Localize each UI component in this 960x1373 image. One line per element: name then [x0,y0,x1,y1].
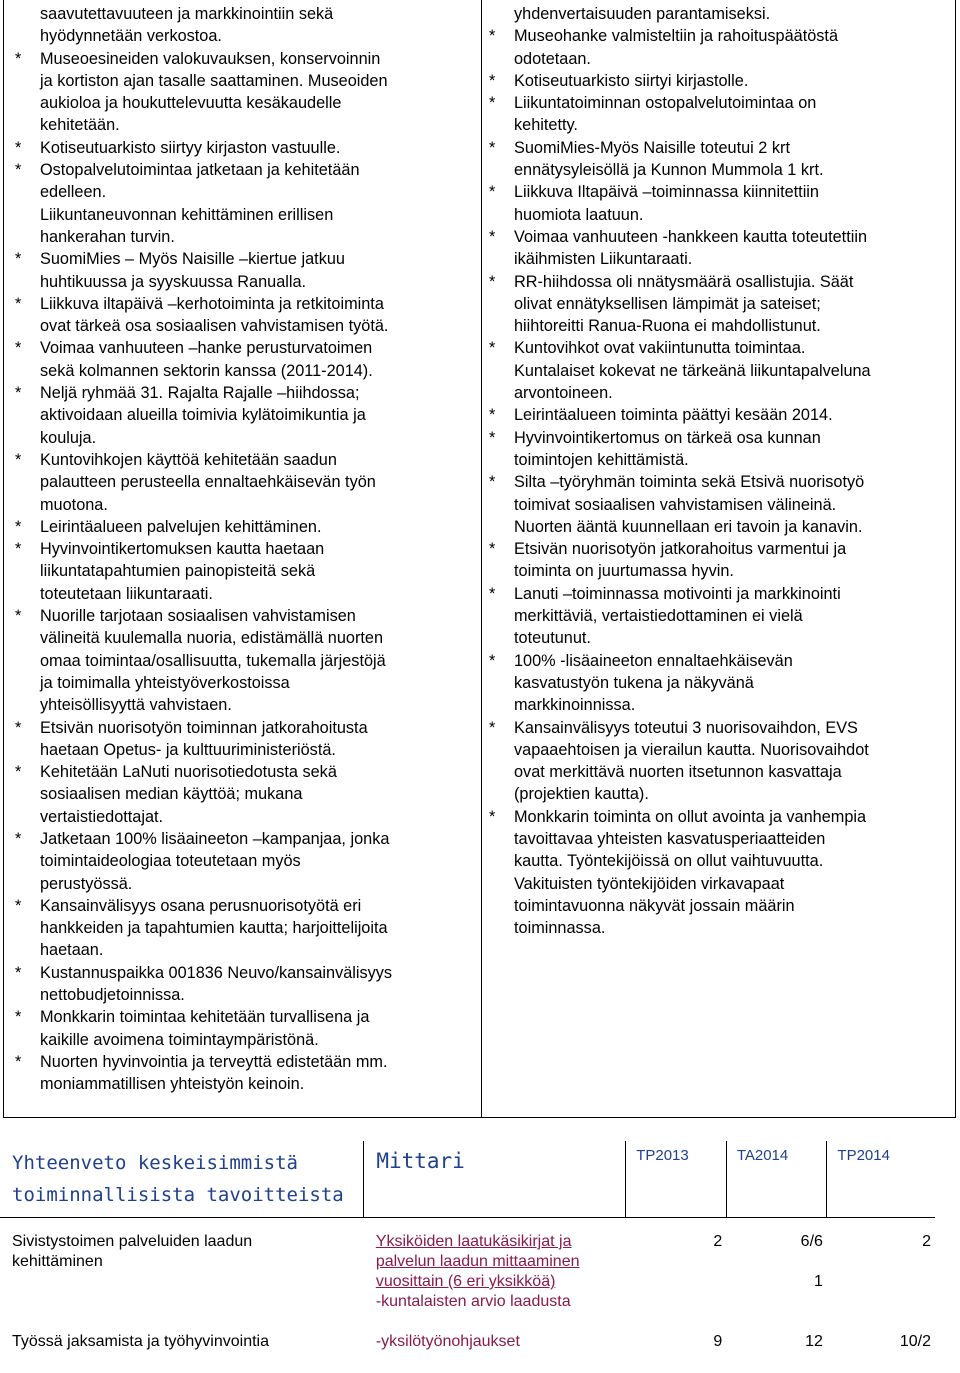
bullet-marker: * [15,1052,22,1071]
bullet-marker: * [15,161,22,180]
metric-link-line1[interactable]: Yksiköiden laatukäsikirjat ja [375,1233,572,1250]
text-line: toiminta on juurtumassa hyvin. [514,562,734,581]
tp2013-value: 9 [713,1333,723,1350]
bullet-marker: * [15,540,22,559]
list-item [489,538,949,583]
list-item [489,181,949,226]
bullet-marker: * [489,138,496,157]
bullet-marker: * [489,71,496,90]
text-line: Kuntovihkot ovat vakiintunutta toimintaa. [514,339,806,358]
text-line: Kehitetään LaNuti nuorisotiedotusta sekä [40,763,337,782]
bullet-marker: * [15,450,22,469]
row-name-line1: Sivistystoimen palveluiden laadun [12,1233,253,1250]
bullet-marker: * [15,49,22,68]
text-line: kehitetty. [514,116,578,135]
text-line: SuomiMies-Myös Naisille toteutui 2 krt [514,138,790,157]
list-item [489,650,949,717]
text-line: ennätysyleisöllä ja Kunnon Mummola 1 krt. [514,161,824,180]
text-line: huhtikuussa ja syyskuussa Ranualla. [40,272,307,291]
list-item [489,583,949,650]
tp2014-value: 10/2 [899,1333,931,1350]
text-line: ovat tärkeä osa sosiaalisen vahvistamisen työtä. [40,317,389,336]
text-line: liikuntatapahtumien painopisteitä sekä [40,562,316,581]
list-item [489,717,949,806]
text-line: Kotiseutuarkisto siirtyy kirjaston vastuulle. [40,138,341,157]
list-item [489,404,949,426]
list-item [15,382,465,449]
list-item [15,761,465,828]
text-line: olivat ennätyksellisen lämpimät ja sateiset; [514,294,821,313]
right-column [489,3,949,939]
text-line: kouluja. [40,428,97,447]
text-line: ikäihmisten Liikuntaraati. [514,250,693,269]
text-line: Monkkarin toimintaa kehitetään turvallisena ja [40,1008,370,1027]
text-line: Kuntovihkojen käyttöä kehitetään saadun [40,450,337,469]
text-line: palautteen perusteella ennaltaehkäisevän työn [40,473,376,492]
summary-title-line1: Yhteenveto keskeisimmistä [12,1152,298,1174]
bullet-marker: * [15,718,22,737]
bullet-marker: * [15,896,22,915]
text-line: sekä kolmannen sektorin kanssa (2011-2014). [40,361,373,380]
text-line: Kuntalaiset kokevat ne tärkeänä liikuntapalveluna [514,361,871,380]
list-item [489,3,949,25]
text-line: Nuorten ääntä kuunnellaan eri tavoin ja kanavin. [514,517,863,536]
list-item [15,828,465,895]
text-line: aukioloa ja houkuttelevuutta kesäkaudelle [40,94,342,113]
bullet-marker: * [15,517,22,536]
text-line: hankkeiden ja tapahtumien kautta; harjoittelijoita [40,919,388,938]
bullet-marker: * [15,250,22,269]
row-metric [364,1218,626,1313]
text-line: Hyvinvointikertomuksen kautta haetaan [40,540,325,559]
text-line: Leirintäalueen palvelujen kehittäminen. [40,517,322,536]
list-item [489,92,949,137]
text-line: aktivoidaan alueilla toimivia kylätoimikuntia ja [40,406,366,425]
row-name: Työssä jaksamista ja työhyvinvointia [12,1333,269,1350]
text-line: moniammatillisen yhteistyön keinoin. [40,1075,305,1094]
text-line: ja kortiston ajan tasalle saattaminen. Museoiden [40,71,388,90]
ta2014-value-b: 1 [814,1273,823,1290]
text-line: Kansainvälisyys osana perusnuorisotyötä eri [40,896,362,915]
list-item [489,337,949,404]
list-item [15,449,465,516]
text-line: 100% -lisäaineeton ennaltaehkäisevän [514,651,793,670]
text-line: Leirintäalueen toiminta päättyi kesään 2014. [514,406,833,425]
row-name [0,1218,364,1313]
list-item [489,806,949,940]
text-line: nettobudjetoinnissa. [40,986,185,1005]
text-line: Kansainvälisyys toteutui 3 nuorisovaihdon, EVS [514,718,858,737]
bullet-marker: * [489,428,496,447]
bullet-marker: * [489,651,496,670]
ta2014-value [726,1218,827,1313]
text-line: toimintojen kehittämistä. [514,450,689,469]
summary-header-row [0,1141,935,1218]
text-line: toteutetaan liikuntaraati. [40,584,213,603]
summary-title [0,1141,364,1218]
text-line: toimintavuonna näkyvät jossain määrin [514,896,795,915]
text-line: Kotiseutuarkisto siirtyi kirjastolle. [514,71,749,90]
text-line: yhdenvertaisuuden parantamiseksi. [514,5,771,23]
list-item [489,70,949,92]
text-line: Nuorten hyvinvointia ja terveyttä edistetään mm. [40,1052,388,1071]
text-line: tavoittavaa yhteisten kasvatusperiaatteiden [514,829,826,848]
text-line: Voimaa vanhuuteen -hankkeen kautta toteutettiin [514,227,868,246]
text-line: kaikille avoimena toimintaympäristönä. [40,1030,319,1049]
text-line: Etsivän nuorisotyön toiminnan jatkorahoitusta [40,718,368,737]
bullet-marker: * [15,829,22,848]
metric-link-line2[interactable]: palvelun laadun mittaaminen [375,1253,580,1270]
text-line: toimintaideologiaa toteutetaan myös [40,852,301,871]
text-line: kautta. Työntekijöissä on ollut vaihtuvuutta. [514,852,824,871]
text-line: Silta –työryhmän toiminta sekä Etsivä nuorisotyö [514,473,865,492]
tp2013-value: 2 [713,1233,723,1250]
text-line: huomiota laatuun. [514,205,644,224]
bullet-marker: * [489,183,496,202]
bullet-marker: * [15,1008,22,1027]
text-line: merkittäviä, vertaistiedottaminen ei vielä [514,607,803,626]
bullet-marker: * [15,138,22,157]
list-item [15,605,465,716]
text-line: yhteisöllisyyttä vahvistaen. [40,696,232,715]
text-line: välineitä kuulemalla nuoria, edistämällä nuorten [40,629,384,648]
text-line: omaa toimintaa/osallisuutta, tukemalla järjestöjä [40,651,386,670]
text-line: kasvatustyön tukena ja näkyvänä [514,673,754,692]
left-column [15,3,465,1096]
bullet-marker: * [489,718,496,737]
text-line: Liikkuva iltapäivä –kerhotoiminta ja retkitoiminta [40,294,384,313]
text-line: Voimaa vanhuuteen –hanke perusturvatoimen [40,339,373,358]
text-line: vapaaehtoisen ja vierailun kautta. Nuorisovaihdot [514,740,869,759]
list-item [15,962,465,1007]
text-line: perustyössä. [40,874,133,893]
bullet-marker: * [489,807,496,826]
text-line: Kustannuspaikka 001836 Neuvo/kansainvälisyys [40,963,393,982]
text-line: toiminnassa. [514,919,606,938]
text-line: Nuorille tarjotaan sosiaalisen vahvistamisen [40,607,356,626]
tp2013-header: TP2013 [626,1141,727,1218]
list-item [15,1006,465,1051]
list-item [15,516,465,538]
bullet-marker: * [15,963,22,982]
text-line: haetaan Opetus- ja kulttuuriministeriöstä. [40,740,336,759]
tp2014-header: TP2014 [827,1141,935,1218]
text-line: Neljä ryhmää 31. Rajalta Rajalle –hiihdossa; [40,384,360,403]
text-line: ja toimimalla yhteistyöverkostoissa [40,673,290,692]
summary-title-line2: toiminnallisista tavoitteista [12,1184,344,1206]
bullet-marker: * [489,27,496,46]
list-item [15,48,465,137]
metric-plain: -kuntalaisten arvio laadusta [375,1293,571,1310]
metric-link-line3[interactable]: vuosittain (6 eri yksikköä) [375,1273,556,1290]
list-item [489,226,949,271]
list-item [489,137,949,182]
text-line: Etsivän nuorisotyön jatkorahoitus varmentui ja [514,540,847,559]
text-line: ovat merkittävä nuorten itsetunnon kasvattaja [514,763,842,782]
text-line: kehitetään. [40,116,120,135]
list-item [15,717,465,762]
table-row [0,1218,935,1313]
bullet-marker: * [489,94,496,113]
tp2014-value: 2 [922,1233,931,1250]
text-line: RR-hiihdossa oli nnätysmäärä osallistujia. Säät [514,272,854,291]
row-metric: -yksilötyönohjaukset [375,1333,520,1350]
text-line: Jatketaan 100% lisäaineeton –kampanjaa, jonka [40,829,390,848]
list-item [489,427,949,472]
bullet-marker: * [489,540,496,559]
text-line: arvontoineen. [514,384,613,403]
list-item [15,895,465,962]
text-line: Museohanke valmisteltiin ja rahoituspäätöstä [514,27,838,46]
text-line: Hyvinvointikertomus on tärkeä osa kunnan [514,428,821,447]
mittari-header: Mittari [364,1141,626,1218]
list-item [15,159,465,248]
bullet-marker: * [489,584,496,603]
bullet-marker: * [489,473,496,492]
bullet-marker: * [15,763,22,782]
bullet-marker: * [489,339,496,358]
text-line: (projektien kautta). [514,785,649,804]
text-line: vertaistiedottajat. [40,807,164,826]
bullet-marker: * [489,406,496,425]
bullet-marker: * [15,294,22,313]
list-item [15,337,465,382]
text-line: Lanuti –toiminnassa motivointi ja markkinointi [514,584,841,603]
list-item [15,3,465,48]
text-line: haetaan. [40,941,104,960]
bullet-marker: * [489,272,496,291]
bullet-marker: * [15,384,22,403]
list-item [15,137,465,159]
list-item [489,471,949,538]
list-item [15,293,465,338]
text-line: hankerahan turvin. [40,227,175,246]
text-line: sosiaalisen median käyttöä; mukana [40,785,303,804]
bullet-marker: * [15,607,22,626]
text-line: hiihtoreitti Ranua-Ruona ei mahdollistunut. [514,317,821,336]
ta2014-header: TA2014 [726,1141,827,1218]
list-item [15,538,465,605]
text-line: Ostopalvelutoimintaa jatketaan ja kehitetään [40,161,360,180]
text-line: toteutunut. [514,629,591,648]
text-line: edelleen. [40,183,107,202]
list-item [489,25,949,70]
row-name-line2: kehittäminen [12,1253,103,1270]
text-line: Liikkuva Iltapäivä –toiminnassa kiinnitettiin [514,183,819,202]
bullet-marker: * [489,227,496,246]
text-line: toimivat sosiaalisen vahvistamisen välineinä. [514,495,837,514]
text-line: Liikuntatoiminnan ostopalvelutoimintaa on [514,94,817,113]
table-row [0,1312,935,1352]
text-line: Liikuntaneuvonnan kehittäminen erillisen [40,205,334,224]
summary-table [0,1141,935,1352]
text-line: saavutettavuuteen ja markkinointiin sekä [40,5,334,23]
text-line: Museoesineiden valokuvauksen, konservoinnin [40,49,381,68]
bullet-marker: * [15,339,22,358]
text-line: SuomiMies – Myös Naisille –kiertue jatkuu [40,250,345,269]
text-line: hyödynnetään verkostoa. [40,27,222,46]
list-item [15,1051,465,1096]
text-line: Vakituisten työntekijöiden virkavapaat [514,874,785,893]
text-line: muotona. [40,495,108,514]
ta2014-value: 12 [805,1333,823,1350]
column-divider [481,0,482,1117]
text-line: Monkkarin toiminta on ollut avointa ja vanhempia [514,807,867,826]
text-line: markkinoinnissa. [514,696,636,715]
list-item [489,271,949,338]
list-item [15,248,465,293]
text-line: odotetaan. [514,49,591,68]
ta2014-value-a: 6/6 [800,1233,823,1250]
